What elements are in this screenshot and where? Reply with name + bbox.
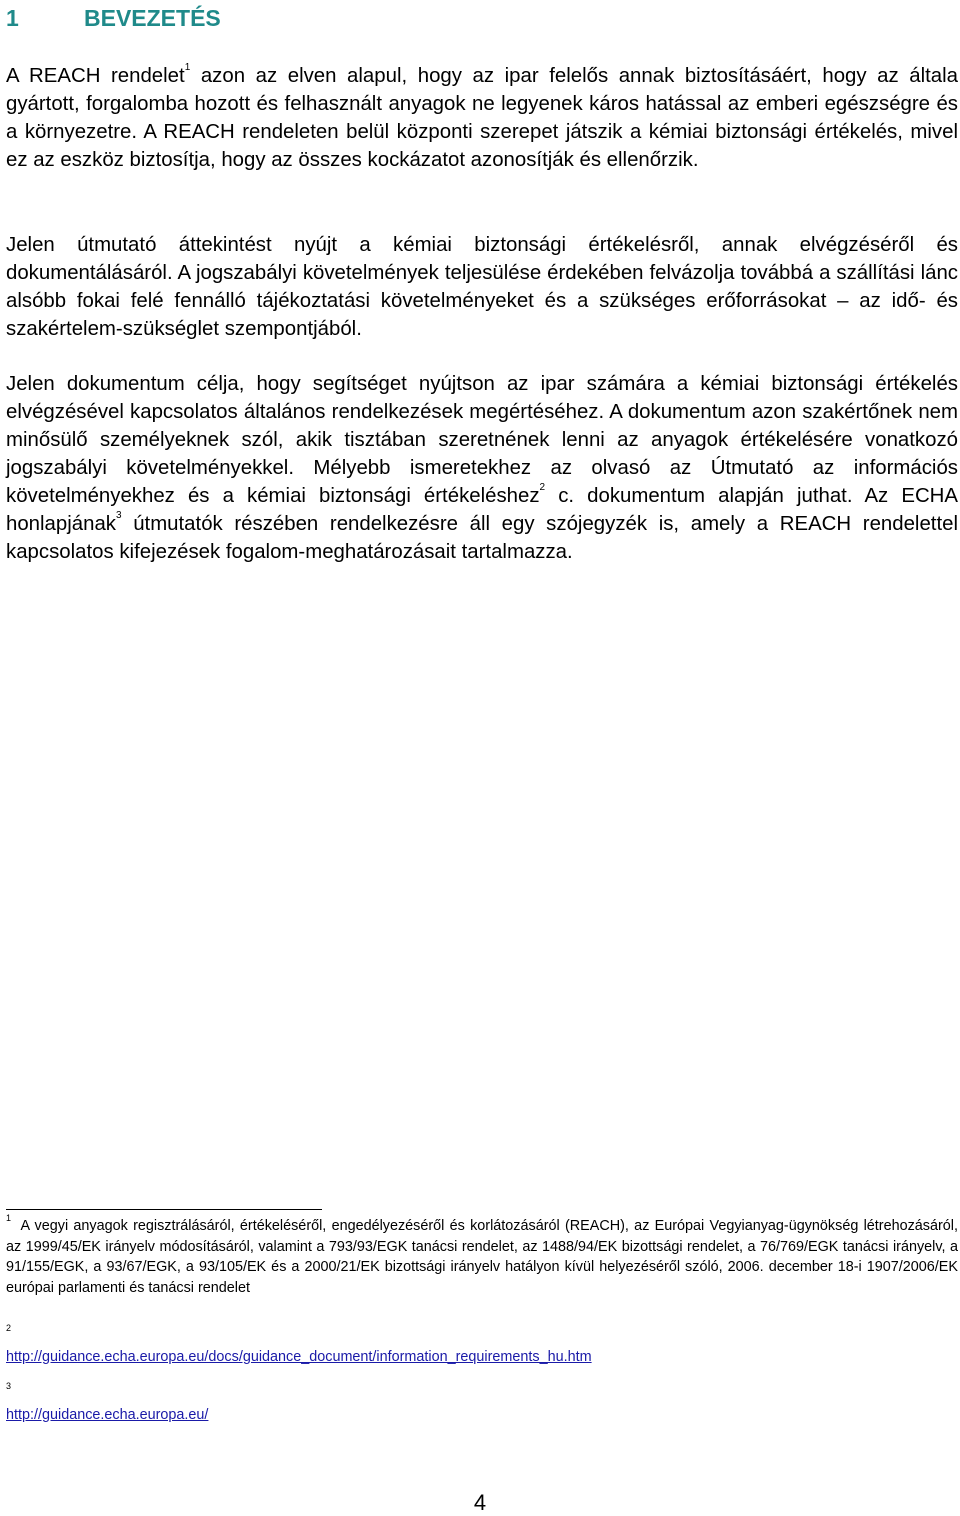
footnote-separator <box>6 1209 322 1210</box>
section-number: 1 <box>6 5 19 31</box>
paragraph-1-text-b: azon az elven alapul, hogy az ipar felelős annak biztosításáért, hogy az általa gyártott, forgalomba hozott és felhasznált anyagok ne legyenek káros hatással az emberi egészségre és a környezetre. A REACH rendeleten belül központi szerepet játszik a kémiai biztonsági értékelés, mivel ez az eszköz biztosítja, hogy az összes kockázatot azonosítják és ellenőrzik. <box>6 65 959 171</box>
footnote-ref-1[interactable]: 1 <box>184 62 191 73</box>
footnote-1-text: A vegyi anyagok regisztrálásáról, értékeléséről, engedélyezéséről és korlátozásáról (REACH), az Európai Vegyianyag-ügynökség létrehozásáról, az 1999/45/EK irányelv módosításáról, valamint a 793/93/EGK tanácsi rendelet, az 1488/94/EK bizottsági rendelet, a 76/769/EGK tanácsi irányelv, a 91/155/EGK, a 93/67/EGK, a 93/105/EK és a 2000/21/EK bizottsági irányelv hatályon kívül helyezéséről szóló, 2006. december 18-i 1907/2006/EK európai parlamenti és tanácsi rendelet <box>6 1218 958 1296</box>
page-number: 4 <box>473 1490 487 1515</box>
footnote-ref-2[interactable]: 2 <box>539 482 546 493</box>
paragraph-3-text-a: Jelen dokumentum célja, hogy segítséget nyújtson az ipar számára a kémiai biztonsági értékelés elvégzésével kapcsolatos általános rendelkezések megértéséhez. A dokumentum azon szakértőnek nem minősülő személyeknek szól, akik tisztában szeretnének lenni az anyagok értékelésére vonatkozó jogszabályi követelményekkel. Mélyebb ismeretekhez az olvasó az Útmutató az információs követelményekhez és a kémiai biztonsági értékeléshez <box>6 373 958 507</box>
footnote-2-link[interactable]: http://guidance.echa.europa.eu/docs/guidance_document/information_requirements_hu.htm <box>6 1348 592 1365</box>
footnote-1: 1 A vegyi anyagok regisztrálásáról, értékeléséről, engedélyezéséről és korlátozásáról (REACH), az Európai Vegyianyag-ügynökség létrehozásáról, az 1999/45/EK irányelv módosításáról, valamint a 793/93/EGK tanácsi rendelet, az 1488/94/EK bizottsági rendelet, a 76/769/EGK tanácsi irányelv, a 91/155/EGK, a 93/67/EGK, a 93/105/EK és a 2000/21/EK bizottsági irányelv hatályon kívül helyezéséről szóló, 2006. december 18-i 1907/2006/EK európai parlamenti és tanácsi rendelet <box>6 1213 958 1296</box>
paragraph-3-text-b: c. dokumentum alapján juthat. Az ECHA honlapjának <box>6 485 958 535</box>
footnote-3: 3 http://guidance.echa.europa.eu/ <box>6 1381 209 1423</box>
paragraph-2: Jelen útmutató áttekintést nyújt a kémiai biztonsági értékelésről, annak elvégzéséről és dokumentálásáról. A jogszabályi követelmények teljesülése érdekében felvázolja továbbá a szállítási lánc alsóbb fokai felé fennálló tájékoztatási követelményeket és a szükséges erőforrásokat – az idő- és szakértelem-szükséglet szempontjából. <box>6 234 958 340</box>
footnote-2: 2 http://guidance.echa.europa.eu/docs/guidance_document/information_requirements_hu.htm <box>6 1323 592 1365</box>
paragraph-1-text-a: A REACH rendelet <box>6 65 185 87</box>
paragraph-3-text-c: útmutatók részében rendelkezésre áll egy szójegyzék is, amely a REACH rendelettel kapcsolatos kifejezések fogalom-meghatározásait tartalmazza. <box>6 513 958 563</box>
section-heading <box>6 5 221 32</box>
section-title: BEVEZETÉS <box>84 5 221 31</box>
footnote-3-link[interactable]: http://guidance.echa.europa.eu/ <box>6 1406 209 1423</box>
paragraph-3 <box>6 370 958 566</box>
paragraph-1 <box>6 62 958 174</box>
footnote-ref-3[interactable]: 3 <box>115 510 122 521</box>
